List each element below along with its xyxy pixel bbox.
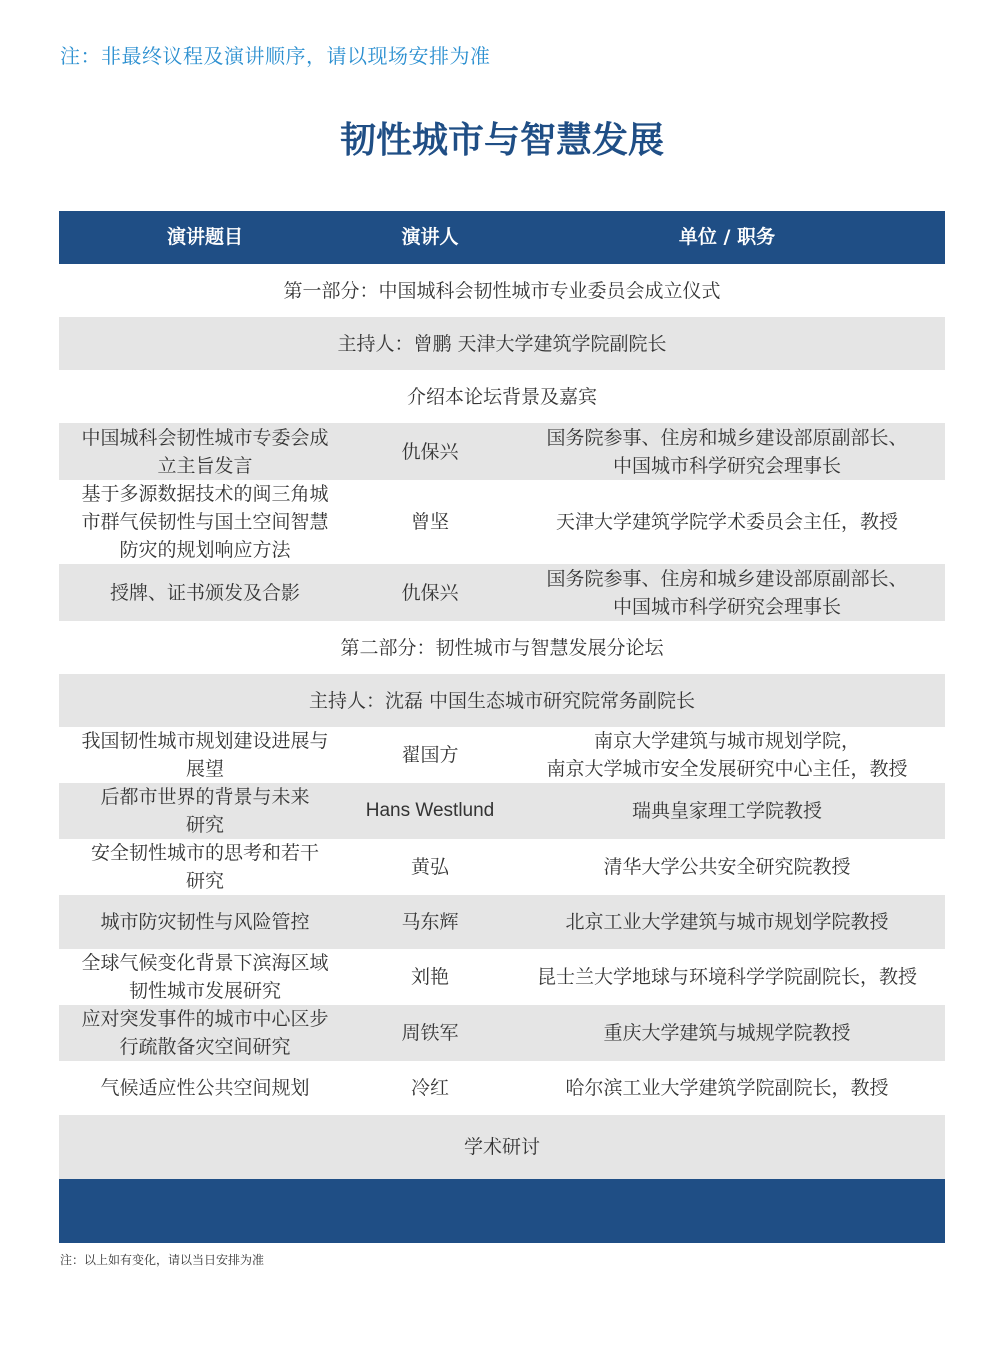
topic-line: 展望: [185, 758, 224, 780]
table-row: [59, 1005, 945, 1061]
topic-cell: [59, 727, 351, 783]
page-title: 韧性城市与智慧发展: [339, 120, 664, 161]
part1-heading-row: [59, 264, 945, 317]
table-row: [59, 949, 945, 1005]
part2-heading-row: [59, 621, 945, 674]
topic-line: 行疏散备灾空间研究: [119, 1036, 291, 1058]
topic-line: 应对突发事件的城市中心区步: [81, 1008, 329, 1030]
org-line: 中国城市科学研究会理事长: [612, 454, 841, 477]
part2-heading: 第二部分：韧性城市与智慧发展分论坛: [340, 636, 664, 659]
topic-cell: [59, 1005, 351, 1061]
topic-cell: [59, 783, 351, 839]
topic-cell: [59, 1074, 351, 1102]
topic-cell: [59, 908, 351, 936]
org-line: 瑞典皇家理工学院教授: [631, 800, 822, 822]
org-line: 北京工业大学建筑与城市规划学院教授: [565, 911, 889, 933]
org-cell: [509, 727, 945, 783]
topic-line: 研究: [185, 870, 224, 892]
topic-cell: [59, 424, 351, 480]
topic-line: 授牌、证书颁发及合影: [109, 581, 300, 604]
speaker-cell: 马东辉: [401, 911, 459, 933]
discussion-row: [59, 1115, 945, 1179]
table-row: [59, 564, 945, 621]
org-line: 国务院参事、住房和城乡建设部原副部长、: [546, 426, 908, 449]
topic-line: 气候适应性公共空间规划: [100, 1077, 310, 1099]
speaker-cell: 仇保兴: [401, 440, 459, 463]
header-org: 单位 / 职务: [678, 226, 776, 248]
part2-host: 主持人：沈磊 中国生态城市研究院常务副院长: [308, 689, 696, 712]
org-cell: [509, 424, 945, 480]
topic-cell: [59, 839, 351, 895]
topic-line: 研究: [185, 814, 224, 836]
part1-heading: 第一部分：中国城科会韧性城市专业委员会成立仪式: [283, 279, 721, 302]
org-cell: [509, 963, 945, 991]
org-line: 重庆大学建筑与城规学院教授: [603, 1022, 851, 1044]
part1-intro-row: [59, 370, 945, 423]
topic-line: 基于多源数据技术的闽三角城: [81, 483, 329, 505]
org-line: 中国城市科学研究会理事长: [612, 595, 841, 618]
speaker-cell: Hans Westlund: [365, 800, 495, 821]
org-cell: [509, 508, 945, 536]
topic-cell: [59, 579, 351, 607]
speaker-cell: 冷红: [410, 1077, 449, 1099]
table-row: [59, 727, 945, 783]
topic-line: 后都市世界的背景与未来: [100, 786, 310, 808]
speaker-cell: 曾坚: [410, 511, 449, 533]
table-row: [59, 783, 945, 839]
topic-line: 我国韧性城市规划建设进展与: [81, 730, 329, 752]
org-line: 南京大学城市安全发展研究中心主任，教授: [546, 758, 908, 780]
org-line: 国务院参事、住房和城乡建设部原副部长、: [546, 567, 908, 590]
speaker-cell: 仇保兴: [401, 581, 459, 604]
header-speaker: 演讲人: [401, 226, 459, 248]
speaker-cell: 黄弘: [410, 856, 449, 878]
topic-line: 立主旨发言: [157, 454, 253, 477]
table-header: [59, 211, 945, 264]
org-line: 哈尔滨工业大学建筑学院副院长，教授: [565, 1077, 889, 1099]
agenda-table: [59, 211, 945, 1243]
speaker-cell: 翟国方: [401, 744, 459, 766]
discussion-label: 学术研讨: [463, 1136, 540, 1158]
part1-host: 主持人：曾鹏 天津大学建筑学院副院长: [337, 332, 667, 355]
table-row: [59, 1061, 945, 1115]
topic-line: 中国城科会韧性城市专委会成: [81, 426, 329, 449]
topic-line: 城市防灾韧性与风险管控: [100, 911, 310, 933]
top-note: 注：非最终议程及演讲顺序，请以现场安排为准: [60, 44, 491, 68]
footer-bar: [59, 1179, 945, 1243]
org-cell: [509, 1074, 945, 1102]
topic-cell: [59, 480, 351, 564]
part1-intro: 介绍本论坛背景及嘉宾: [406, 385, 597, 408]
org-cell: [509, 797, 945, 825]
org-line: 南京大学建筑与城市规划学院，: [593, 730, 860, 752]
org-line: 清华大学公共安全研究院教授: [603, 856, 851, 878]
topic-line: 韧性城市发展研究: [128, 980, 281, 1002]
part2-host-row: [59, 674, 945, 727]
header-topic: 演讲题目: [166, 226, 243, 248]
part1-host-row: [59, 317, 945, 370]
topic-line: 安全韧性城市的思考和若干: [90, 842, 319, 864]
topic-cell: [59, 949, 351, 1005]
org-cell: [509, 908, 945, 936]
table-row: [59, 839, 945, 895]
org-line: 昆士兰大学地球与环境科学学院副院长，教授: [536, 966, 917, 988]
bottom-note: 注：以上如有变化，请以当日安排为准: [60, 1253, 265, 1267]
topic-line: 市群气侯韧性与国土空间智慧: [81, 511, 329, 533]
speaker-cell: 周铁军: [401, 1022, 459, 1044]
speaker-cell: 刘艳: [410, 966, 449, 988]
table-row: [59, 423, 945, 480]
topic-line: 防灾的规划响应方法: [119, 539, 291, 561]
topic-line: 全球气候变化背景下滨海区域: [81, 952, 329, 974]
table-row: [59, 480, 945, 564]
org-cell: [509, 565, 945, 621]
org-line: 天津大学建筑学院学术委员会主任，教授: [555, 511, 898, 533]
org-cell: [509, 853, 945, 881]
table-row: [59, 895, 945, 949]
org-cell: [509, 1019, 945, 1047]
